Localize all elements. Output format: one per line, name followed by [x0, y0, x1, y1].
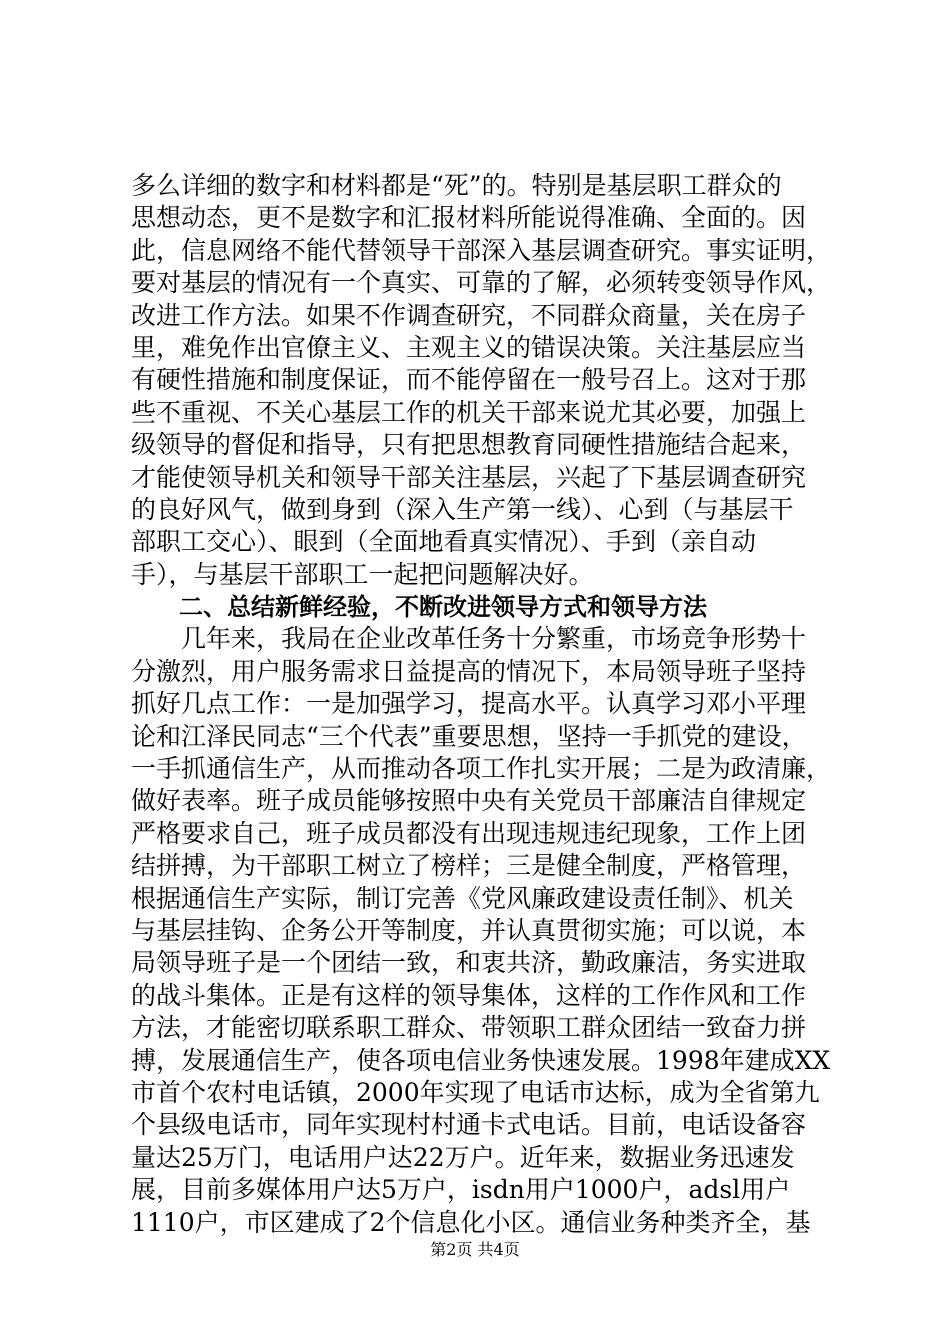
- text-line: 结拼搏，为干部职工树立了榜样；三是健全制度，严格管理，: [131, 851, 807, 881]
- text-line: 改进工作方法。如果不作调查研究，不同群众商量，关在房子: [131, 300, 807, 330]
- text-line: 做好表率。班子成员能够按照中央有关党员干部廉洁自律规定: [131, 786, 807, 816]
- text-line: 1110户，市区建成了2个信息化小区。通信业务种类齐全，基: [131, 1207, 811, 1237]
- text-line: 局领导班子是一个团结一致，和衷共济，勤政廉洁，务实进取: [131, 948, 807, 978]
- text-line: 此，信息网络不能代替领导干部深入基层调查研究。事实证明，: [131, 235, 832, 265]
- text-line: 的战斗集体。正是有这样的领导集体，这样的工作作风和工作: [131, 980, 807, 1010]
- text-line: 几年来，我局在企业改革任务十分繁重，市场竞争形势十: [131, 624, 807, 654]
- text-line: 多么详细的数字和材料都是“死”的。特别是基层职工群众的: [131, 171, 782, 200]
- text-line: 才能使领导机关和领导干部关注基层，兴起了下基层调查研究: [131, 462, 807, 492]
- text-line: 论和江泽民同志“三个代表”重要思想，坚持一手抓党的建设，: [131, 721, 807, 751]
- text-line: 的良好风气，做到身到（深入生产第一线）、心到（与基层干: [131, 494, 794, 524]
- text-line: 有硬性措施和制度保证，而不能停留在一般号召上。这对于那: [131, 365, 807, 395]
- text-line: 分激烈，用户服务需求日益提高的情况下，本局领导班子坚持: [131, 656, 807, 686]
- section-heading: 二、总结新鲜经验，不断改进领导方式和领导方法: [131, 593, 707, 622]
- text-line: 部职工交心）、眼到（全面地看真实情况）、手到（亲自动: [131, 527, 757, 557]
- text-line: 个县级电话市，同年实现村村通卡式电话。目前，电话设备容: [131, 1110, 807, 1140]
- text-line: 里，难免作出官僚主义、主观主义的错误决策。关注基层应当: [131, 332, 807, 362]
- document-body: [131, 170, 841, 1239]
- text-line: 方法，才能密切联系职工群众、带领职工群众团结一致奋力拼: [131, 1013, 807, 1043]
- text-line: 市首个农村电话镇，2000年实现了电话市达标，成为全省第九: [131, 1077, 820, 1107]
- text-line: 级领导的督促和指导，只有把思想教育同硬性措施结合起来，: [131, 430, 807, 460]
- page-footer: 第2页 共4页: [430, 1240, 520, 1259]
- text-line: 抓好几点工作：一是加强学习，提高水平。认真学习邓小平理: [131, 689, 807, 719]
- text-line: 展，目前多媒体用户达5万户，isdn用户1000户，adsl用户: [131, 1175, 791, 1205]
- text-line: 与基层挂钩、企务公开等制度，并认真贯彻实施；可以说，本: [131, 915, 807, 945]
- text-line: 手），与基层干部职工一起把问题解决好。: [131, 559, 594, 589]
- text-line: 根据通信生产实际，制订完善《党风廉政建设责任制》、机关: [131, 883, 794, 913]
- text-line: 量达25万门，电话用户达22万户。近年来，数据业务迅速发: [131, 1142, 795, 1172]
- text-line: 思想动态，更不是数字和汇报材料所能说得准确、全面的。因: [131, 203, 807, 233]
- text-line: 搏，发展通信生产，使各项电信业务快速发展。1998年建成XX: [131, 1045, 831, 1075]
- text-line: 严格要求自己，班子成员都没有出现违规违纪现象，工作上团: [131, 818, 807, 848]
- text-line: 一手抓通信生产，从而推动各项工作扎实开展；二是为政清廉，: [131, 754, 832, 784]
- text-line: 要对基层的情况有一个真实、可靠的了解，必须转变领导作风，: [131, 268, 832, 298]
- text-line: 些不重视、不关心基层工作的机关干部来说尤其必要，加强上: [131, 397, 807, 427]
